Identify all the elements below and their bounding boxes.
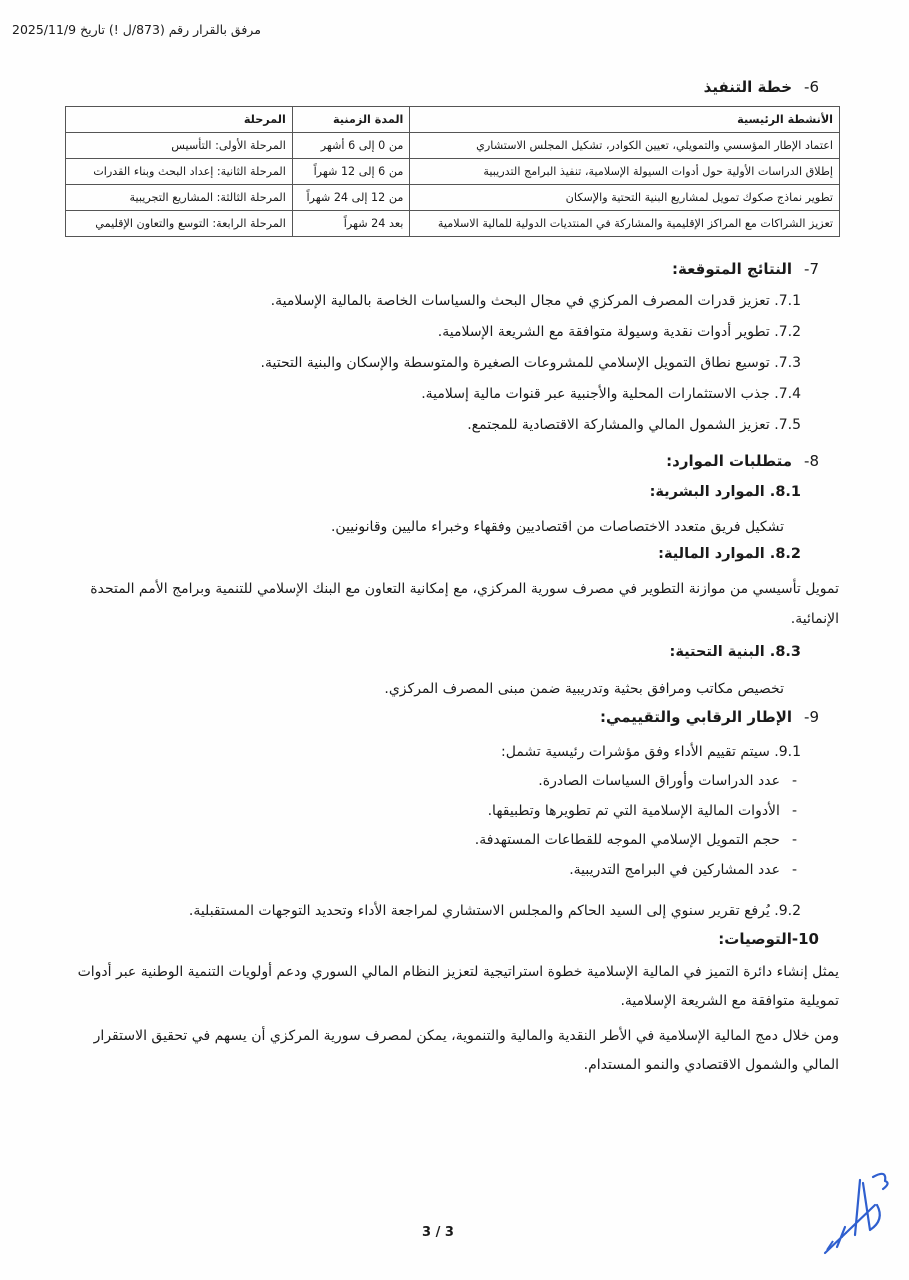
bullet-marker: -	[791, 773, 797, 789]
page-number: 3 / 3	[422, 1225, 454, 1240]
human-resources-heading: 8.1. الموارد البشرية:	[649, 484, 801, 500]
phase-cell: المرحلة الأولى: التأسيس	[66, 133, 293, 159]
section-10-title: التوصيات:	[718, 930, 792, 948]
activity-cell: إطلاق الدراسات الأولية حول أدوات السيولة الإسلامية، تنفيذ البرامج التدريبية	[410, 159, 840, 185]
implementation-plan-table	[65, 106, 840, 237]
activity-cell: تعزيز الشراكات مع المراكز الإقليمية والمشاركة في المنتديات الدولية للمالية الاسلامية	[410, 211, 840, 237]
financial-resources-text: تمويل تأسيسي من موازنة التطوير في مصرف سورية المركزي، مع إمكانية التعاون مع البنك الإسلامي للتنمية وبرامج الأمم المتحدة الإنمائية.	[90, 581, 839, 627]
financial-resources-heading: 8.2. الموارد المالية:	[658, 546, 801, 562]
header-activities: الأنشطة الرئيسية	[410, 107, 840, 133]
activity-cell: تطوير نماذج صكوك تمويل لمشاريع البنية التحتية والإسكان	[410, 185, 840, 211]
list-item: 7.4. جذب الاستثمارات المحلية والأجنبية عبر قنوات مالية إسلامية.	[421, 386, 801, 402]
section-7-title: النتائج المتوقعة:	[671, 260, 793, 278]
human-resources-text: تشكيل فريق متعدد الاختصاصات من اقتصاديين وفقهاء وخبراء ماليين وقانونيين.	[330, 519, 784, 535]
expected-results-list	[261, 286, 801, 441]
section-8-number: 8-	[804, 452, 819, 470]
header-phase: المرحلة	[66, 107, 293, 133]
bullet-marker: -	[791, 832, 797, 848]
infrastructure-heading: 8.3. البنية التحتية:	[669, 644, 801, 660]
table-row	[66, 211, 840, 237]
phase-cell: المرحلة الرابعة: التوسع والتعاون الإقليمي	[66, 211, 293, 237]
bullet-marker: -	[791, 802, 797, 819]
table-row	[66, 185, 840, 211]
section-10-number: 10-	[791, 930, 819, 948]
list-item: 7.2. تطوير أدوات نقدية وسيولة متوافقة مع الشريعة الإسلامية.	[437, 324, 801, 340]
list-item: -عدد الدراسات وأوراق السياسات الصادرة.	[538, 773, 797, 789]
indicators-list	[475, 767, 797, 885]
phase-cell: المرحلة الثالثة: المشاريع التجريبية	[66, 185, 293, 211]
duration-cell: من 6 إلى 12 شهراً	[292, 159, 410, 185]
decision-reference: مرفق بالقرار رقم (873/ل !) تاريخ 2025/11/9	[12, 22, 261, 37]
duration-cell: من 0 إلى 6 أشهر	[292, 133, 410, 159]
duration-cell: بعد 24 شهراً	[292, 211, 410, 237]
table-row	[66, 133, 840, 159]
list-item: -الأدوات المالية الإسلامية التي تم تطويرها وتطبيقها.	[487, 802, 797, 819]
duration-cell: من 12 إلى 24 شهراً	[292, 185, 410, 211]
evaluation-item-2: 9.2. يُرفع تقرير سنوي إلى السيد الحاكم والمجلس الاستشاري لمراجعة الأداء وتحديد التوجهات المستقبلية.	[188, 903, 801, 919]
section-10-heading	[718, 930, 819, 948]
section-6-heading	[704, 78, 819, 96]
section-9-title: الإطار الرقابي والتقييمي:	[600, 708, 793, 726]
list-item: -عدد المشاركين في البرامج التدريبية.	[569, 861, 797, 878]
section-9-heading	[600, 708, 819, 726]
table-row	[66, 159, 840, 185]
header-duration: المدة الزمنية	[292, 107, 410, 133]
section-8-heading	[666, 452, 819, 470]
infrastructure-text: تخصيص مكاتب ومرافق بحثية وتدريبية ضمن مبنى المصرف المركزي.	[384, 681, 784, 697]
list-item: 7.1. تعزيز قدرات المصرف المركزي في مجال البحث والسياسات الخاصة بالمالية الإسلامية.	[270, 293, 801, 309]
recommendation-paragraph-2: ومن خلال دمج المالية الإسلامية في الأطر النقدية والمالية والتنموية، يمكن لمصرف سورية المركزي أن يسهم في تحقيق الاستقرار المالي والشمول الاقتصادي والنمو المستدام.	[93, 1028, 839, 1073]
bullet-marker: -	[791, 861, 797, 878]
list-item: 7.3. توسيع نطاق التمويل الإسلامي للمشروعات الصغيرة والمتوسطة والإسكان والبنية التحتية.	[260, 355, 801, 371]
list-item: -حجم التمويل الإسلامي الموجه للقطاعات المستهدفة.	[474, 832, 797, 848]
list-item: 7.5. تعزيز الشمول المالي والمشاركة الاقتصادية للمجتمع.	[467, 417, 801, 433]
section-7-number: 7-	[804, 260, 819, 278]
section-8-title: متطلبات الموارد:	[666, 452, 793, 470]
table-header-row	[66, 107, 840, 133]
section-9-number: 9-	[804, 708, 819, 726]
phase-cell: المرحلة الثانية: إعداد البحث وبناء القدرات	[66, 159, 293, 185]
evaluation-item-1: 9.1. سيتم تقييم الأداء وفق مؤشرات رئيسية تشمل:	[501, 744, 801, 760]
signature-icon	[815, 1165, 900, 1260]
section-6-number: 6-	[804, 78, 819, 96]
recommendation-paragraph-1: يمثل إنشاء دائرة التميز في المالية الإسلامية خطوة استراتيجية لتعزيز النظام المالي السوري ودعم أولويات التنمية الوطنية عبر أدوات تمويلية متوافقة مع الشريعة الإسلامية.	[77, 964, 839, 1009]
activity-cell: اعتماد الإطار المؤسسي والتمويلي، تعيين الكوادر، تشكيل المجلس الاستشاري	[410, 133, 840, 159]
section-7-heading	[672, 260, 819, 278]
section-6-title: خطة التنفيذ	[703, 78, 793, 96]
